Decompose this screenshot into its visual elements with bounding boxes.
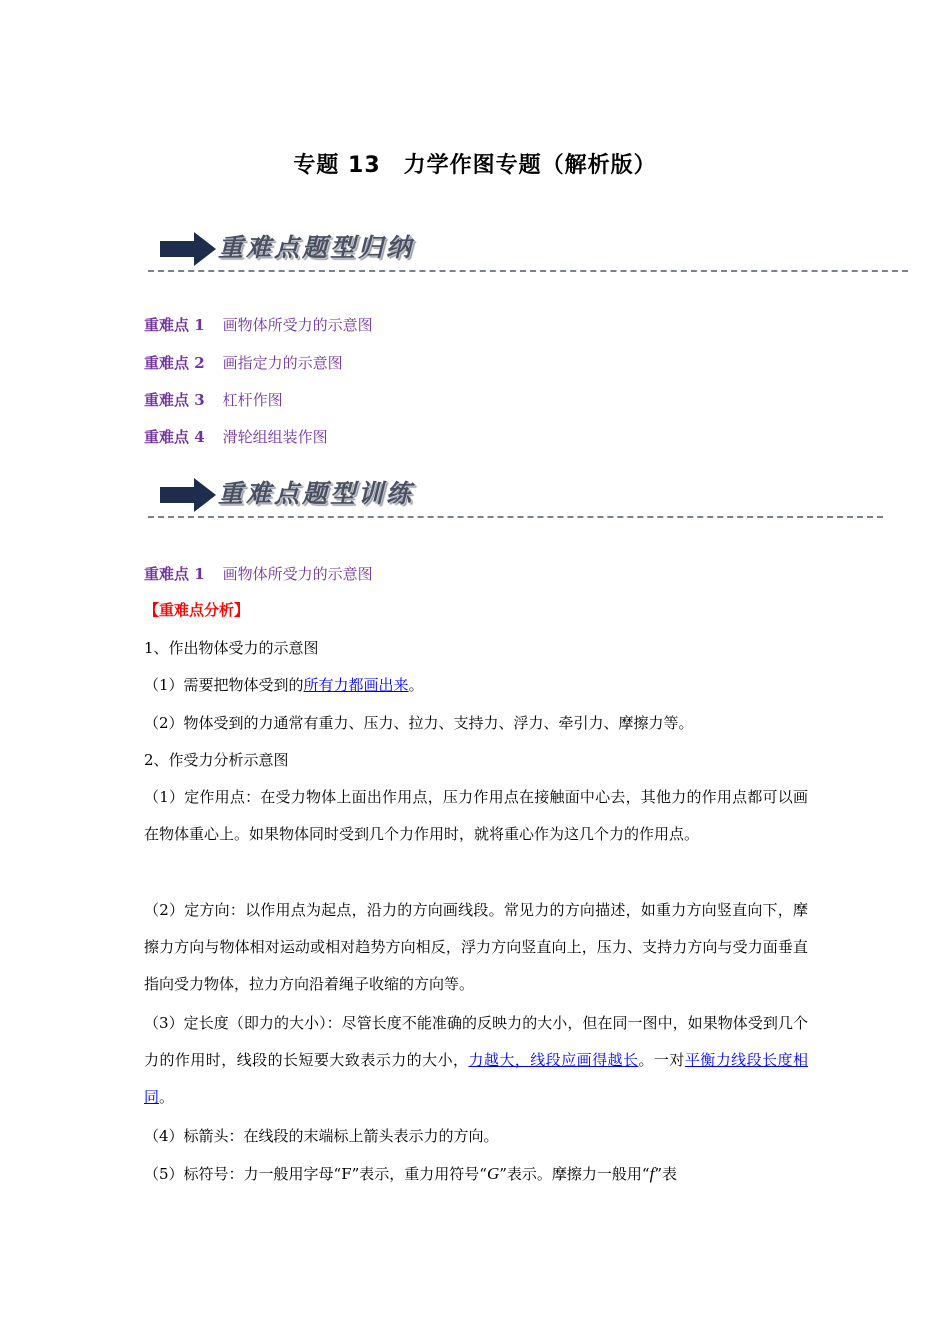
banner-training	[148, 472, 883, 524]
toc-item[interactable]: 重难点 2 画指定力的示意图	[144, 354, 343, 372]
page-title: 专题 13 力学作图专题（解析版）	[293, 153, 657, 178]
toc-item[interactable]: 重难点 4 滑轮组组装作图	[144, 428, 328, 446]
paragraph: （1）需要把物体受到的所有力都画出来。	[144, 676, 424, 694]
paragraph: 2、作受力分析示意图	[144, 751, 289, 769]
toc-item[interactable]: 重难点 3 杠杆作图	[144, 391, 283, 409]
banner-training-text: 重难点题型训练	[218, 479, 415, 508]
link-text[interactable]: 力越大，线段应画得越长	[468, 1051, 639, 1069]
toc-item[interactable]: 重难点 1 画物体所受力的示意图	[144, 316, 373, 334]
paragraph: 1、作出物体受力的示意图	[144, 639, 319, 657]
arrow-right-icon	[160, 232, 216, 266]
section-heading: 重难点 1 画物体所受力的示意图	[144, 565, 373, 583]
divider	[148, 270, 908, 272]
paragraph: （5）标符号：力一般用字母“F”表示，重力用符号“G”表示。摩擦力一般用“f”表	[144, 1164, 677, 1183]
divider	[148, 516, 883, 518]
paragraph: （2）物体受到的力通常有重力、压力、拉力、支持力、浮力、牵引力、摩擦力等。	[144, 714, 694, 732]
banner-summary	[148, 226, 908, 278]
arrow-right-icon	[160, 478, 216, 512]
banner-summary-text: 重难点题型归纳	[218, 233, 415, 262]
paragraph: （3）定长度（即力的大小）：尽管长度不能准确的反映力的大小，但在同一图中，如果物体受到几个力的作用时，线段的长短要大致表示力的大小，力越大，线段应画得越长。一对平衡力线段长度相同。	[144, 1014, 808, 1106]
paragraph: （4）标箭头：在线段的末端标上箭头表示力的方向。	[144, 1127, 499, 1145]
link-text[interactable]: 平衡力线段长度相同	[144, 1051, 808, 1106]
analysis-heading: 【重难点分析】	[144, 601, 250, 619]
paragraph: （2）定方向：以作用点为起点，沿力的方向画线段。常见力的方向描述，如重力方向竖直向下，摩擦力方向与物体相对运动或相对趋势方向相反，浮力方向竖直向上，压力、支持力方向与受力面垂直指向受力物体，拉力方向沿着绳子收缩的方向等。	[144, 901, 808, 993]
link-text[interactable]: 所有力都画出来	[303, 676, 409, 694]
paragraph: （1）定作用点：在受力物体上面出作用点，压力作用点在接触面中心去，其他力的作用点都可以画在物体重心上。如果物体同时受到几个力作用时，就将重心作为这几个力的作用点。	[144, 788, 808, 843]
